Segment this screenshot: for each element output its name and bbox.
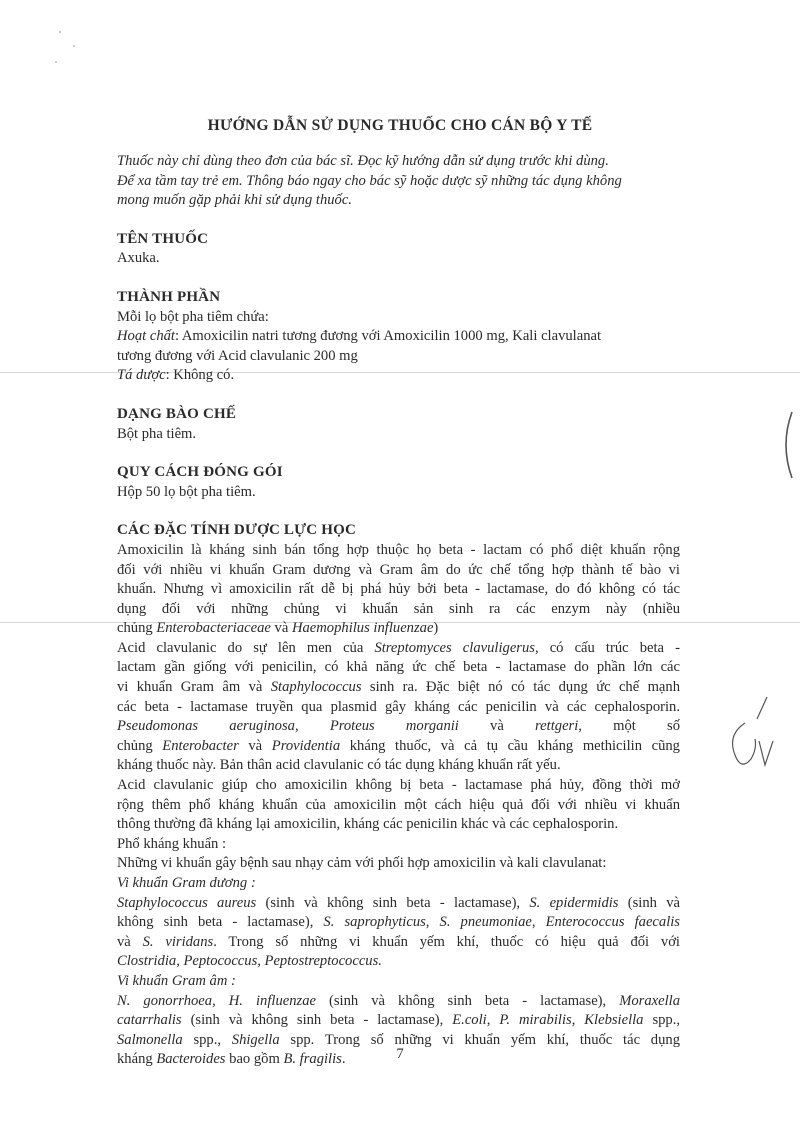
paragraph-line: khuẩn. Nhưng vì amoxicilin rất dễ bị phá hủy bởi beta - lactamase, do đó không có tác [117, 581, 680, 598]
organism-name: Klebsiella [584, 1012, 644, 1029]
drug-name-value: Axuka. [117, 250, 160, 267]
text-run: và [458, 718, 536, 735]
page-title: HƯỚNG DẪN SỬ DỤNG THUỐC CHO CÁN BỘ Y TẾ [207, 117, 593, 134]
organism-name: S. pneumoniae [439, 914, 532, 931]
paragraph-line [117, 717, 680, 737]
text-run: (sinh và không sinh beta - lactamase), [315, 992, 620, 1009]
paragraph-line [117, 894, 680, 914]
paragraph-line [117, 933, 680, 953]
dosage-form-value: Bột pha tiêm. [117, 425, 197, 442]
paragraph-line [117, 992, 680, 1012]
paragraph-line [117, 737, 680, 757]
composition-intro: Mỗi lọ bột pha tiêm chứa: [117, 308, 269, 325]
text-run: sinh ra. Đặc biệt nó có tác dụng ức chế mạnh [361, 679, 681, 696]
text-run: , [486, 1012, 500, 1029]
text-run: (sinh và không sinh beta - lactamase), [181, 1012, 453, 1029]
text-run: Acid clavulanic do sự lên men của [117, 639, 375, 656]
spectrum-intro: Những vi khuẩn gây bệnh sau nhạy cảm với phối hợp amoxicilin và kali clavulanat: [117, 855, 607, 872]
paragraph-line: lactam gần giống với penicilin, có khả năng ức chế beta - lactamase do phần lớn các [117, 659, 680, 676]
paragraph-line: kháng thuốc này. Bản thân acid clavulanic có tác dụng kháng khuẩn rất yếu. [117, 757, 561, 774]
paragraph-line: rộng thêm phổ kháng khuẩn của amoxicilin một cách hiệu quả đối với nhiều vi khuẩn [117, 796, 680, 813]
warning-line: Thuốc này chỉ dùng theo đơn của bác sĩ. Đọc kỹ hướng dẫn sử dụng trước khi dùng. [117, 153, 609, 169]
organism-name: Streptomyces clavuligerus [374, 639, 535, 656]
text-run: . [341, 1051, 346, 1068]
section-heading-dosage-form: DẠNG BÀO CHẾ [117, 405, 237, 422]
organism-name: Salmonella [117, 1031, 183, 1048]
organism-name: N. gonorrhoea [117, 992, 213, 1009]
paragraph-line: Amoxicilin là kháng sinh bán tổng hợp thuộc họ beta - lactam có phổ diệt khuẩn rộng [117, 541, 680, 558]
text-run: , [425, 914, 440, 931]
paragraph-line: thông thường đã kháng lại amoxicilin, kháng các penicilin khác và các cephalosporin. [117, 816, 619, 833]
organism-name: Proteus morganii [329, 718, 459, 735]
packaging-value: Hộp 50 lọ bột pha tiêm. [117, 483, 256, 500]
text-run: , [212, 992, 229, 1009]
text-run: . Trong số những vi khuẩn yếm khí, thuốc có hiệu quả đối với [213, 933, 680, 950]
text-run: , [571, 1012, 585, 1029]
organism-name: catarrhalis [117, 1012, 182, 1029]
organism-name: S. saprophyticus [323, 914, 426, 931]
section-heading-pharmacodynamics: CÁC ĐẶC TÍNH DƯỢC LỰC HỌC [117, 522, 357, 539]
text-run: không sinh beta - lactamase), [117, 914, 324, 931]
paragraph-line: Acid clavulanic giúp cho amoxicilin không bị beta - lactamase phá hủy, đồng thời mở [117, 777, 680, 794]
organism-name: Providentia [271, 737, 341, 754]
text-run: spp., [643, 1012, 681, 1029]
paragraph-line: dụng đối với những chủng vi khuẩn sản sinh ra các enzym này (nhiều [117, 600, 680, 617]
text-run: kháng [117, 1051, 157, 1068]
organism-name: Shigella [231, 1031, 280, 1048]
section-heading-packaging: QUY CÁCH ĐÓNG GÓI [117, 464, 283, 481]
text-run: chủng [117, 620, 157, 637]
organism-name: B. fragilis [283, 1051, 342, 1068]
organism-name: rettgeri [535, 718, 579, 735]
organism-name: Moraxella [619, 992, 681, 1009]
organism-name: Enterococcus faecalis [545, 914, 680, 931]
active-text: : Amoxicilin natri tương đương với Amoxicilin 1000 mg, Kali clavulanat [174, 328, 602, 345]
text-run: (sinh và không sinh beta - lactamase), [256, 894, 530, 911]
section-heading-composition: THÀNH PHẦN [117, 288, 221, 305]
text-run: , [294, 718, 330, 735]
page-number: 7 [396, 1046, 404, 1062]
composition-active-line: tương đương với Acid clavulanic 200 mg [117, 347, 358, 364]
organism-name: E.coli [452, 1012, 487, 1029]
paragraph-line [117, 1011, 680, 1031]
warning-block [117, 152, 680, 211]
warning-line: Để xa tầm tay trẻ em. Thông báo ngay cho bác sỹ hoặc dược sỹ những tác dụng không [117, 172, 622, 189]
organism-name: Staphylococcus [270, 679, 362, 696]
organism-name: Enterobacter [162, 737, 239, 754]
organism-name: Enterobacteriaceae [156, 620, 271, 637]
organism-name: S. viridans [142, 933, 214, 950]
paragraph-line [117, 619, 680, 639]
text-run: spp. Trong số những vi khuẩn yếm khí, thuốc tác dụng [279, 1031, 680, 1048]
text-run: và [117, 933, 143, 950]
text-run: kháng thuốc, và cả tụ cầu kháng methicilin cũng [340, 737, 680, 754]
text-run: , một số [578, 718, 681, 735]
text-run: và [238, 737, 272, 754]
excipient-label: Tá dược [117, 367, 166, 384]
scan-speck-mark [52, 26, 82, 66]
paragraph-line [117, 678, 680, 698]
organism-name: Bacteroides [156, 1051, 226, 1068]
organism-name: S. epidermidis [529, 894, 619, 911]
active-label: Hoạt chất [117, 328, 175, 345]
paragraph-line: đối với nhiều vi khuẩn Gram dương và Gram âm do ức chế tổng hợp thành tế bào vi [117, 561, 680, 578]
text-run: , [531, 914, 546, 931]
text-run: vi khuẩn Gram âm và [117, 679, 271, 696]
handwritten-initial-mark [715, 695, 775, 775]
organism-name: Staphylococcus aureus [117, 894, 257, 911]
organism-name: Pseudomonas aeruginosa [117, 718, 295, 735]
hole-punch-mark [778, 410, 798, 480]
composition-excipient-line [117, 366, 680, 386]
organism-name: P. mirabilis [499, 1012, 572, 1029]
paragraph-line [117, 913, 680, 933]
section-heading-drug-name: TÊN THUỐC [117, 230, 209, 247]
composition-active-line [117, 327, 680, 347]
text-run: spp., [182, 1031, 232, 1048]
spectrum-label: Phổ kháng khuẩn : [117, 835, 227, 852]
document-body [117, 152, 680, 1070]
warning-line: mong muốn gặp phải khi sử dụng thuốc. [117, 192, 352, 209]
gram-positive-label: Vi khuẩn Gram dương : [117, 875, 256, 891]
text-run: chủng [117, 737, 163, 754]
paragraph-line [117, 639, 680, 659]
text-run: bao gồm [225, 1051, 284, 1068]
excipient-text: : Không có. [165, 367, 235, 384]
gram-negative-label: Vi khuẩn Gram âm : [117, 972, 236, 989]
text-run: ) [433, 620, 439, 637]
organism-name: H. influenzae [228, 992, 316, 1009]
text-run: và [270, 620, 292, 637]
text-run: , có cấu trúc beta - [534, 639, 680, 656]
paragraph-line: Clostridia, Peptococcus, Peptostreptococcus. [117, 953, 382, 970]
text-run: (sinh và [618, 894, 680, 911]
paragraph-line: các beta - lactamase truyền qua plasmid gây kháng các penicilin và các cephalosporin. [117, 698, 680, 715]
organism-name: Haemophilus influenzae [291, 620, 434, 637]
